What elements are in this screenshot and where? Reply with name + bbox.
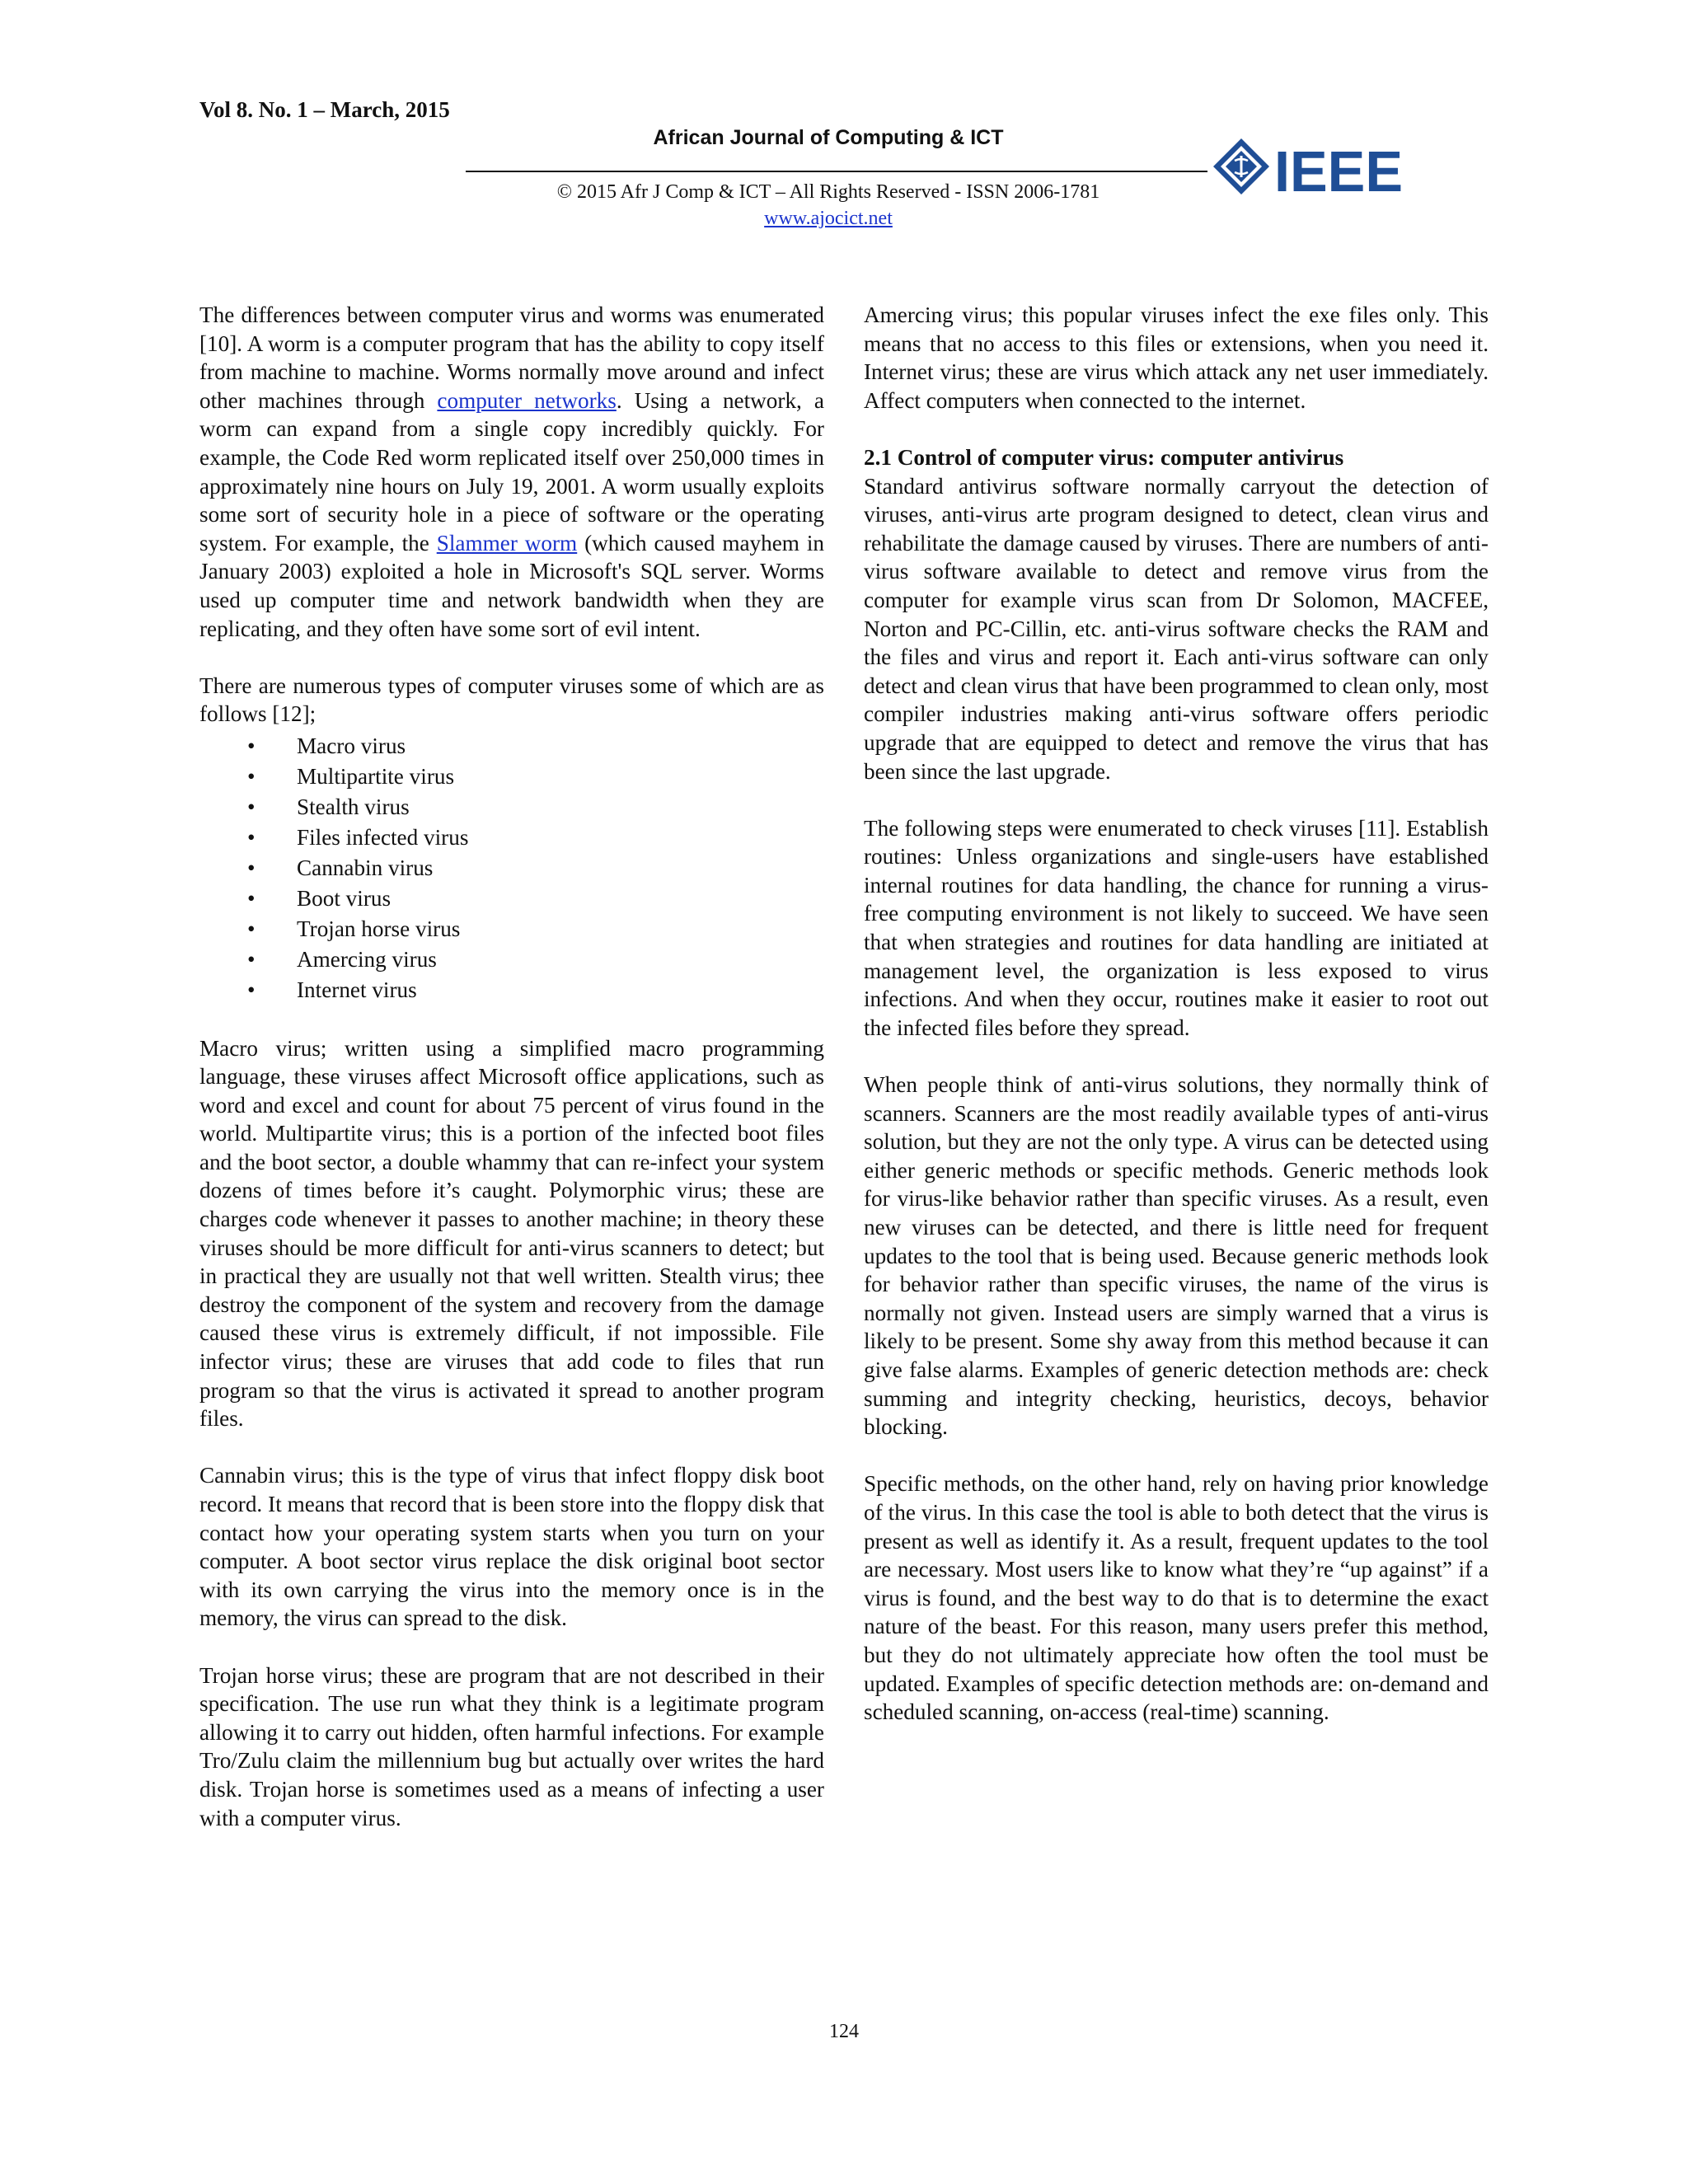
list-item-label: Multipartite virus bbox=[297, 763, 455, 789]
list-item-label: Macro virus bbox=[297, 733, 406, 758]
list-item bbox=[199, 914, 824, 944]
list-item-label: Internet virus bbox=[297, 977, 417, 1002]
bullet-icon: • bbox=[247, 824, 256, 850]
header-rule bbox=[466, 171, 1207, 172]
bullet-icon: • bbox=[247, 885, 256, 911]
list-item bbox=[199, 731, 824, 762]
bullet-icon: • bbox=[247, 946, 256, 972]
ieee-logo-text: IEEE bbox=[1274, 139, 1403, 204]
cannabin-virus-paragraph: Cannabin virus; this is the type of virus that infect floppy disk boot record. It means that record that is been store into the floppy disk that contact how your operating system starts when you turn on your computer. A boot sector virus replace the disk original boot sector with its own carrying the virus into the memory once is in the memory, the virus can spread to the disk. bbox=[199, 1463, 824, 1631]
page-number: 124 bbox=[829, 2021, 859, 2042]
journal-title: African Journal of Computing & ICT bbox=[653, 126, 1004, 149]
list-item bbox=[199, 883, 824, 914]
left-column bbox=[199, 301, 824, 1832]
bullet-icon: • bbox=[247, 763, 256, 789]
specific-methods-paragraph: Specific methods, on the other hand, rely on having prior knowledge of the virus. In this case the tool is able to both detect that the virus is present as well as identify it. As a result, frequent updates to the tool are necessary. Most users like to know what they’re “up against” if a virus is found, and the best way to do that is to determine the exact nature of the beast. For this reason, many users prefer this method, but they do not ultimately appreciate how often the tool must be updated. Examples of specific detection methods are: on-demand and scheduled scanning, on-access (real-time) scanning. bbox=[864, 1471, 1489, 1725]
worms-paragraph bbox=[199, 301, 824, 643]
macro-virus-paragraph: Macro virus; written using a simplified macro programming language, these viruses affect Microsoft office applications, such as word and excel and count for about 75 percent of virus found in the world. Multipartite virus; this is a portion of the infected boot files and the boot sector, a double whammy that can re-infect your system dozens of times before it’s caught. Polymorphic virus; these are charges code whenever it passes to another machine; in theory these viruses should be more difficult for anti-virus scanners to detect; but in practical they are usually not that well written. Stealth virus; thee destroy the component of the system and recovery from the damage caused these virus is extremely difficult, if not impossible. File infector virus; these are viruses that add code to files that run program so that the virus is activated it spread to another program files. bbox=[199, 1035, 824, 1432]
list-item bbox=[199, 944, 824, 975]
ieee-diamond-icon bbox=[1213, 138, 1269, 194]
antivirus-paragraph: Standard antivirus software normally carryout the detection of viruses, anti-virus arte program designed to detect, clean virus and rehabilitate the damage caused by viruses. There are numbers of anti-virus software available to detect and remove virus from the computer for example virus scan from Dr Solomon, MACFEE, Norton and PC-Cillin, etc. anti-virus software checks the RAM and the files and virus and report it. Each anti-virus software can only detect and clean virus that have been programmed to clean only, most compiler industries making anti-virus software offers periodic upgrade that are equipped to detect and remove the virus that has been since the last upgrade. bbox=[864, 473, 1489, 784]
bullet-icon: • bbox=[247, 916, 256, 941]
copyright-notice: © 2015 Afr J Comp & ICT – All Rights Reserved - ISSN 2006-1781 bbox=[556, 181, 1100, 203]
establish-routines-paragraph: The following steps were enumerated to check viruses [11]. Establish routines: Unless organizations and single-users have established internal routines for data handling, the chance for running a virus-free computing environment is not likely to succeed. We have seen that when strategies and routines for data handling are initiated at management level, the organization is less exposed to virus infections. And when they occur, routines make it easier to root out the infected files before they spread. bbox=[864, 815, 1489, 1040]
list-item bbox=[199, 762, 824, 792]
bullet-icon: • bbox=[247, 855, 256, 880]
list-item bbox=[199, 853, 824, 883]
list-item bbox=[199, 975, 824, 1005]
right-column bbox=[864, 301, 1489, 1727]
bullet-icon: • bbox=[247, 794, 256, 819]
virus-types-intro: There are numerous types of computer viruses some of which are as follows [12]; bbox=[199, 673, 824, 727]
list-item-label: Trojan horse virus bbox=[297, 916, 461, 941]
volume-label: Vol 8. No. 1 – March, 2015 bbox=[199, 97, 450, 122]
worms-text-end: (which caused mayhem in January 2003) exploited a hole in Microsoft's SQL server. Worms used up computer time and network bandwidth when they are replicating, and they often have some sort of evil intent. bbox=[199, 530, 824, 641]
slammer-worm-link[interactable]: Slammer worm bbox=[436, 530, 578, 555]
list-item-label: Amercing virus bbox=[297, 946, 437, 972]
list-item-label: Cannabin virus bbox=[297, 855, 434, 880]
bullet-icon: • bbox=[247, 733, 256, 758]
bullet-icon: • bbox=[247, 977, 256, 1002]
worms-text-start: The differences between computer virus and worms was enumerated [10]. A worm is a computer program that has the ability to copy itself from machine to machine. Worms normally move around and infect other machines through bbox=[199, 302, 824, 413]
website-link[interactable]: www.ajocict.net bbox=[764, 208, 893, 229]
list-item bbox=[199, 792, 824, 823]
computer-networks-link[interactable]: computer networks bbox=[437, 387, 617, 413]
list-item-label: Stealth virus bbox=[297, 794, 410, 819]
list-item-label: Boot virus bbox=[297, 885, 392, 911]
ieee-logo bbox=[1212, 134, 1409, 208]
amercing-virus-paragraph: Amercing virus; this popular viruses infect the exe files only. This means that no access to this files or extensions, when you need it. Internet virus; these are virus which attack any net user immediately. Affect computers when connected to the internet. bbox=[864, 302, 1489, 413]
trojan-horse-paragraph: Trojan horse virus; these are program that are not described in their specification. The use run what they think is a legitimate program allowing it to carry out hidden, often harmful infections. For example Tro/Zulu claim the millennium bug but actually over writes the hard disk. Trojan horse is sometimes used as a means of infecting a user with a computer virus. bbox=[199, 1662, 824, 1830]
generic-methods-paragraph: When people think of anti-virus solutions, they normally think of scanners. Scanners are the most readily available types of anti-virus solution, but they are not the only type. A virus can be detected using either generic methods or specific methods. Generic methods look for virus-like behavior rather than specific viruses. As a result, even new viruses can be detected, and there is little need for frequent updates to the tool that is being used. Because generic methods look for behavior rather than specific viruses, the name of the virus is normally not given. Instead users are simply warned that a virus is likely to be present. Some shy away from this method because it can give false alarms. Examples of generic detection methods are: check summing and integrity checking, heuristics, decoys, behavior blocking. bbox=[864, 1072, 1489, 1440]
virus-types-list bbox=[199, 731, 824, 1005]
list-item bbox=[199, 823, 824, 853]
website-line bbox=[466, 208, 1191, 230]
section-heading: 2.1 Control of computer virus: computer antivirus bbox=[864, 444, 1344, 470]
worms-text-middle: . Using a network, a worm can expand from a single copy incredibly quickly. For example, the Code Red worm replicated itself over 250,000 times in approximately nine hours on July 19, 2001. A worm usually exploits some sort of security hole in a piece of software or the operating system. For example, the bbox=[199, 387, 824, 555]
list-item-label: Files infected virus bbox=[297, 824, 469, 850]
